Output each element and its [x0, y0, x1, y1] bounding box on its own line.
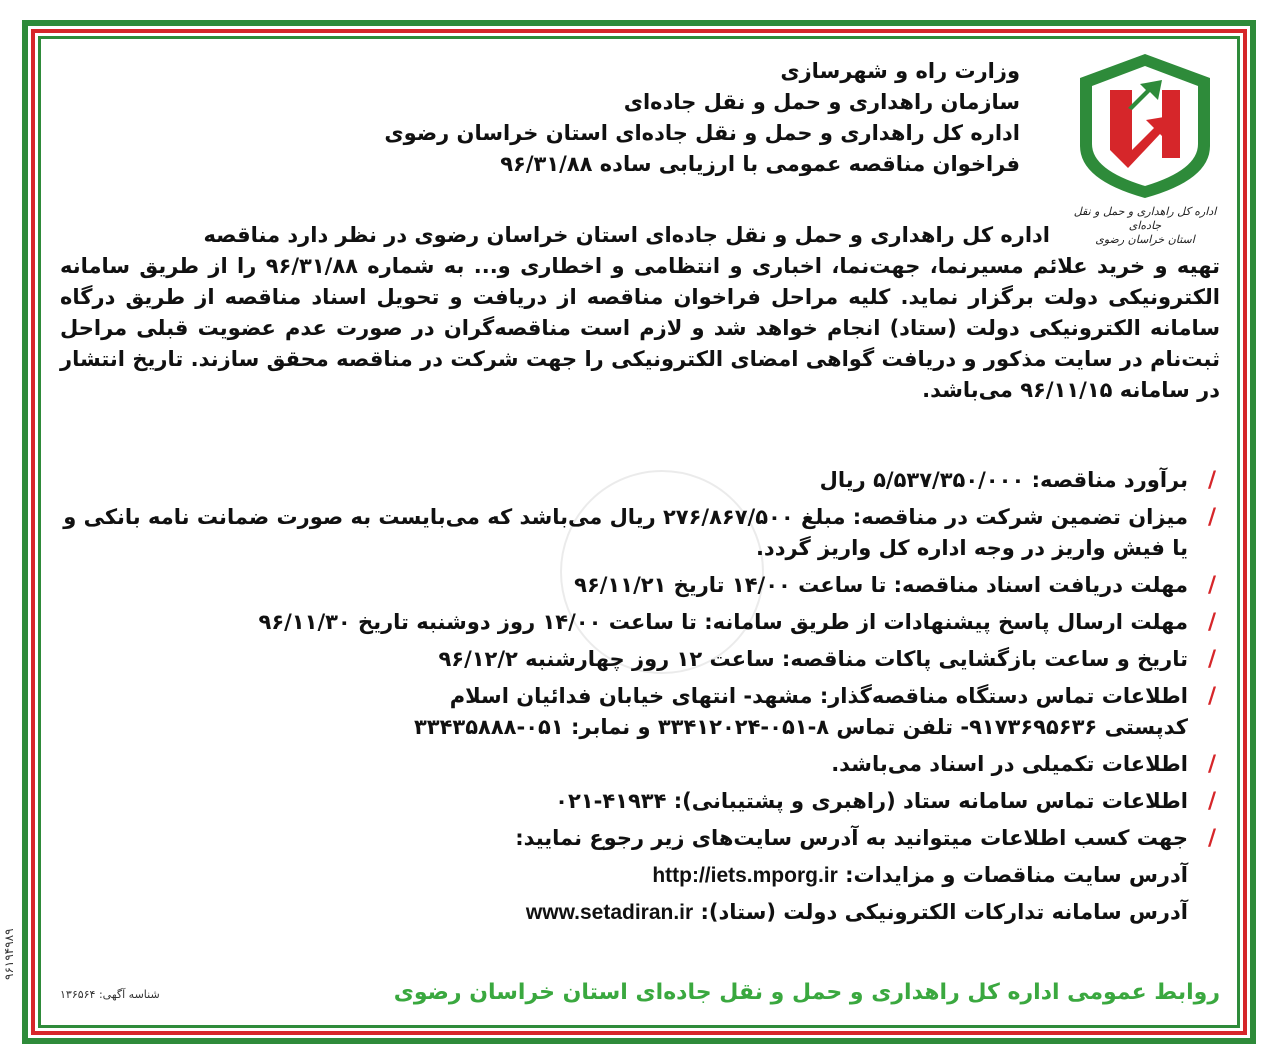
- bullet-slash-icon: /: [1207, 573, 1216, 598]
- side-id: ۹۶۱۹۴۹۸۹: [2, 928, 16, 980]
- intro-body: تهیه و خرید علائم مسیرنما، جهت‌نما، اخباری و انتظامی و اخطاری و... به شماره ۹۶/۳۱/۸۸ را از طریق سامانه الکترونیکی دولت برگزار نماید. کلیه مراحل فراخوان مناقصه از دریافت و تحویل اسناد مناقصه از طریق درگاه سامانه الکترونیکی دولت (ستاد) انجام خواهد شد و لازم است مناقصه‌گران در صورت عدم عضویت قبلی مراحل ثبت‌نام در سایت مذکور و دریافت گواهی امضای الکترونیکی را جهت شرکت در مناقصه محقق سازند. تاریخ انتشار در سامانه ۹۶/۱۱/۱۵ می‌باشد.: [60, 254, 1220, 402]
- intro-paragraph: [60, 220, 1220, 406]
- bullet-slash-icon: /: [1207, 789, 1216, 814]
- list-item-site1: آدرس سایت مناقصات و مزایدات: http://iets.mporg.ir: [652, 863, 1188, 887]
- intro-line1: اداره کل راهداری و حمل و نقل جاده‌ای استان خراسان رضوی در نظر دارد مناقصه: [203, 223, 1050, 247]
- bullet-slash-icon: /: [1207, 684, 1216, 709]
- tender-details: [60, 465, 1220, 934]
- list-item-contact: / اطلاعات تماس دستگاه مناقصه‌گذار: مشهد- انتهای خیابان فدائیان اسلام کدپستی ۹۱۷۳۶۹۵۶۳۶- تلفن تماس ۸-۰۵۱-۳۳۴۱۲۰۲۴ و نمابر: ۰۵۱-۳۳۴۳۵۸۸۸: [60, 681, 1220, 743]
- footer-public-relations: روابط عمومی اداره کل راهداری و حمل و نقل جاده‌ای استان خراسان رضوی: [393, 980, 1220, 1005]
- logo-caption-line1: اداره کل راهداری و حمل و نقل جاده‌ای: [1073, 205, 1217, 232]
- list-item-opening: / تاریخ و ساعت بازگشایی پاکات مناقصه: ساعت ۱۲ روز چهارشنبه ۹۶/۱۲/۲: [60, 644, 1220, 675]
- list-item-setad-contact: / اطلاعات تماس سامانه ستاد (راهبری و پشتیبانی): ۴۱۹۳۴-۰۲۱: [60, 786, 1220, 817]
- bullet-slash-icon: /: [1207, 647, 1216, 672]
- ad-id: شناسه آگهی: ۱۳۶۵۶۴: [60, 988, 160, 1001]
- list-item-docs-deadline: / مهلت دریافت اسناد مناقصه: تا ساعت ۱۴/۰۰ تاریخ ۹۶/۱۱/۲۱: [60, 570, 1220, 601]
- contact-line2: کدپستی ۹۱۷۳۶۹۵۶۳۶- تلفن تماس ۸-۰۵۱-۳۳۴۱۲۰۲۴ و نمابر: ۰۵۱-۳۳۴۳۵۸۸۸: [413, 715, 1188, 739]
- ministry-logo-icon: [1070, 50, 1220, 200]
- list-item-extra: / اطلاعات تکمیلی در اسناد می‌باشد.: [60, 749, 1220, 780]
- site1-link[interactable]: http://iets.mporg.ir: [652, 864, 838, 887]
- list-item-info: / جهت کسب اطلاعات میتوانید به آدرس سایت‌های زیر رجوع نمایید:: [60, 823, 1220, 854]
- site2-link[interactable]: www.setadiran.ir: [525, 901, 694, 924]
- advertisement: [60, 50, 1220, 1020]
- bullet-slash-icon: /: [1207, 752, 1216, 777]
- ministry-name: وزارت راه و شهرسازی: [780, 59, 1020, 83]
- logo-caption-line2: استان خراسان رضوی: [1095, 233, 1195, 246]
- tender-title: فراخوان مناقصه عمومی با ارزیابی ساده ۹۶/۳۱/۸۸: [500, 152, 1020, 176]
- list-item-estimate: / برآورد مناقصه: ۵/۵۳۷/۳۵۰/۰۰۰ ریال: [60, 465, 1220, 496]
- list-item-site2: آدرس سامانه تدارکات الکترونیکی دولت (ستاد): www.setadiran.ir: [525, 900, 1188, 924]
- bullet-slash-icon: /: [1207, 610, 1216, 635]
- header: [320, 56, 1020, 180]
- bullet-slash-icon: /: [1207, 505, 1216, 530]
- bullet-slash-icon: /: [1207, 468, 1216, 493]
- department-name: اداره کل راهداری و حمل و نقل جاده‌ای استان خراسان رضوی: [384, 121, 1020, 145]
- list-item-guarantee: / میزان تضمین شرکت در مناقصه: مبلغ ۲۷۶/۸۶۷/۵۰۰ ریال می‌باشد که می‌بایست به صورت ضمانت نامه بانکی و یا فیش واریز در وجه اداره کل واریز گردد.: [60, 502, 1220, 564]
- list-item-submit-deadline: / مهلت ارسال پاسخ پیشنهادات از طریق سامانه: تا ساعت ۱۴/۰۰ روز دوشنبه تاریخ ۹۶/۱۱/۳۰: [60, 607, 1220, 638]
- bullet-slash-icon: /: [1207, 826, 1216, 851]
- organization-name: سازمان راهداری و حمل و نقل جاده‌ای: [623, 90, 1020, 114]
